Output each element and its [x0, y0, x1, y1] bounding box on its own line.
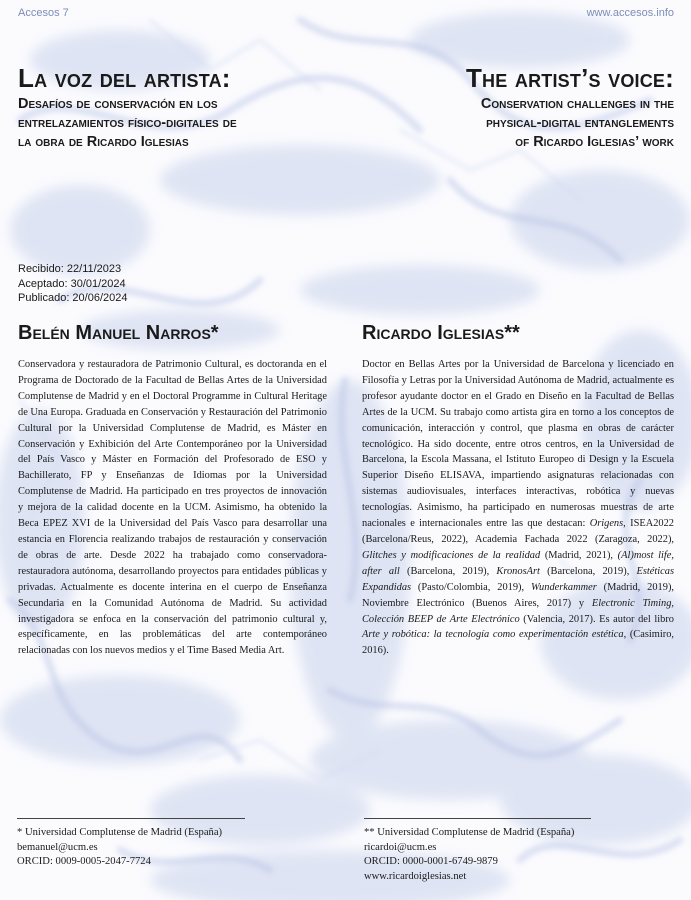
subtitle-en: [354, 95, 674, 152]
title-block-es: [18, 63, 318, 152]
date-published: Publicado: 20/06/2024: [18, 292, 128, 304]
author1-bio: Conservadora y restauradora de Patrimonio Cultural, es doctoranda en el Programa de Doctorado de la Facultad de Bellas Artes de la Universidad Complutense de Madrid y en el Doctoral Programme in Cultural Heritage de Una Europa. Graduada en Conservación y Restauración del Patrimonio Cultural por la Universidad Complutense de Madrid, es Máster en Conservación y Exhibición del Arte Contemporáneo por la Universidad del País Vasco y Máster en Formación del Profesorado de ESO y Bachillerato, FP y Enseñanzas de Idiomas por la Universidad Complutense de Madrid. Ha participado en tres proyectos de innovación y mejora de la calidad docente en la UCM. Asimismo, ha obtenido la Beca EPEZ XVI de la Universidad del País Vasco para desarrollar una estancia en Florencia realizando trabajos de restauración y conservación de obras de arte. Desde 2022 ha trabajado como conservadora-restauradora autónoma, desarrollando proyectos para entidades públicas y privadas. Actualmente es docente interina en el cuerpo de Enseñanza Secundaria en la Comunidad Autónoma de Madrid. Su actividad investigadora se enfoca en la conservación del patrimonio cultural y, específicamente, en las problemáticas del arte contemporáneo relacionadas con los nuevos medios y el Time Based Media Art.: [18, 359, 327, 657]
author1-name: Belén Manuel Narros*: [18, 322, 219, 344]
title-en: The artist’s voice:: [465, 63, 674, 93]
work-title: Estéticas Expandidas: [362, 565, 674, 593]
journal-website-link[interactable]: www.accesos.info: [586, 7, 674, 19]
subtitle-en-line: of Ricardo Iglesias’ work: [515, 134, 674, 150]
bio-text: , ISEA2022 (Barcelona/Reus, 2022), Academia Fachada 2022 (Zaragoza, 2022),: [362, 518, 674, 545]
bio-text: (Valencia, 2017). Es autor del libro: [519, 613, 675, 625]
footnote-divider-2: [364, 818, 591, 819]
work-title: KronosArt: [496, 565, 540, 577]
work-title: Electronic Timing, Colección BEEP de Arte Electrónico: [362, 597, 674, 625]
author2-affiliation: ** Universidad Complutense de Madrid (España): [364, 827, 575, 838]
bio-text: (Barcelona, 2019),: [399, 565, 497, 577]
author2-orcid: ORCID: 0000-0001-6749-9879: [364, 856, 498, 868]
bio-text: (Madrid, 2021),: [540, 549, 618, 561]
author2-section: [362, 322, 674, 659]
work-title: Origens: [589, 518, 624, 530]
work-title: Glitches y modificaciones de la realidad: [362, 549, 541, 561]
subtitle-en-line: Conservation challenges in the: [480, 96, 674, 112]
bio-text: (Pasto/Colombia, 2019),: [411, 581, 531, 593]
work-title: Arte y robótica: la tecnología como experimentación estética: [362, 629, 624, 641]
subtitle-es-line: la obra de Ricardo Iglesias: [18, 134, 189, 150]
article-dates: [18, 262, 127, 306]
author2-bio: [362, 357, 674, 659]
title-es: La voz del artista:: [18, 63, 231, 93]
title-block-en: [354, 63, 674, 152]
subtitle-es-line: Desafíos de conservación en los: [18, 96, 218, 112]
author2-name: Ricardo Iglesias**: [362, 322, 520, 344]
subtitle-en-line: physical-digital entanglements: [486, 115, 674, 131]
footnote-divider-1: [17, 818, 245, 819]
bio-text: (Barcelona, 2019),: [539, 565, 637, 577]
author1-email-link[interactable]: bemanuel@ucm.es: [17, 841, 98, 853]
date-accepted: Aceptado: 30/01/2024: [18, 277, 126, 290]
date-received: Recibido: 22/11/2023: [18, 263, 122, 275]
author2-email-link[interactable]: ricardoi@ucm.es: [364, 841, 437, 853]
author1-footnote: [17, 826, 222, 870]
bio-text: , (Casimiro, 2016).: [362, 629, 674, 657]
author2-footnote: [364, 826, 574, 884]
work-title: (Al)most life, after all: [362, 549, 674, 577]
author1-orcid: ORCID: 0009-0005-2047-7724: [17, 856, 151, 868]
subtitle-es-line: entrelazamientos físico-digitales de: [18, 115, 237, 131]
author1-section: [18, 322, 327, 659]
subtitle-es: [18, 95, 318, 152]
bio-text: (Madrid, 2019), Noviembre Electrónico (Buenos Aires, 2017) y: [362, 581, 674, 609]
author1-affiliation: * Universidad Complutense de Madrid (España): [17, 827, 223, 838]
work-title: Wunderkammer: [530, 581, 597, 593]
bio-text: Doctor en Bellas Artes por la Universidad de Barcelona y licenciado en Filosofía y Letras por la Universidad Autónoma de Madrid, actualmente es profesor ayudante doctor en el Grado en Diseño en la Facultad de Bellas Artes de la UCM. Su trabajo como artista gira en torno a los conceptos de comunicación, interacción y control, que plasma en obras de carácter tecnológico. Ha sido docente, entre otros centros, en la Universidad de Barcelona, la Escola Massana, el Istituto Europeo di Design y la Escuela Superior Diseño ELISAVA, impartiendo asignaturas relacionadas con sistemas audiovisuales, interfaces interactivas, robótica y nuevas tecnologías. Asimismo, ha participado en numerosas muestras de arte nacionales e internacionales entre las que destacan:: [362, 359, 674, 530]
author2-website-link[interactable]: www.ricardoiglesias.net: [364, 870, 467, 882]
journal-name: Accesos 7: [18, 7, 69, 19]
